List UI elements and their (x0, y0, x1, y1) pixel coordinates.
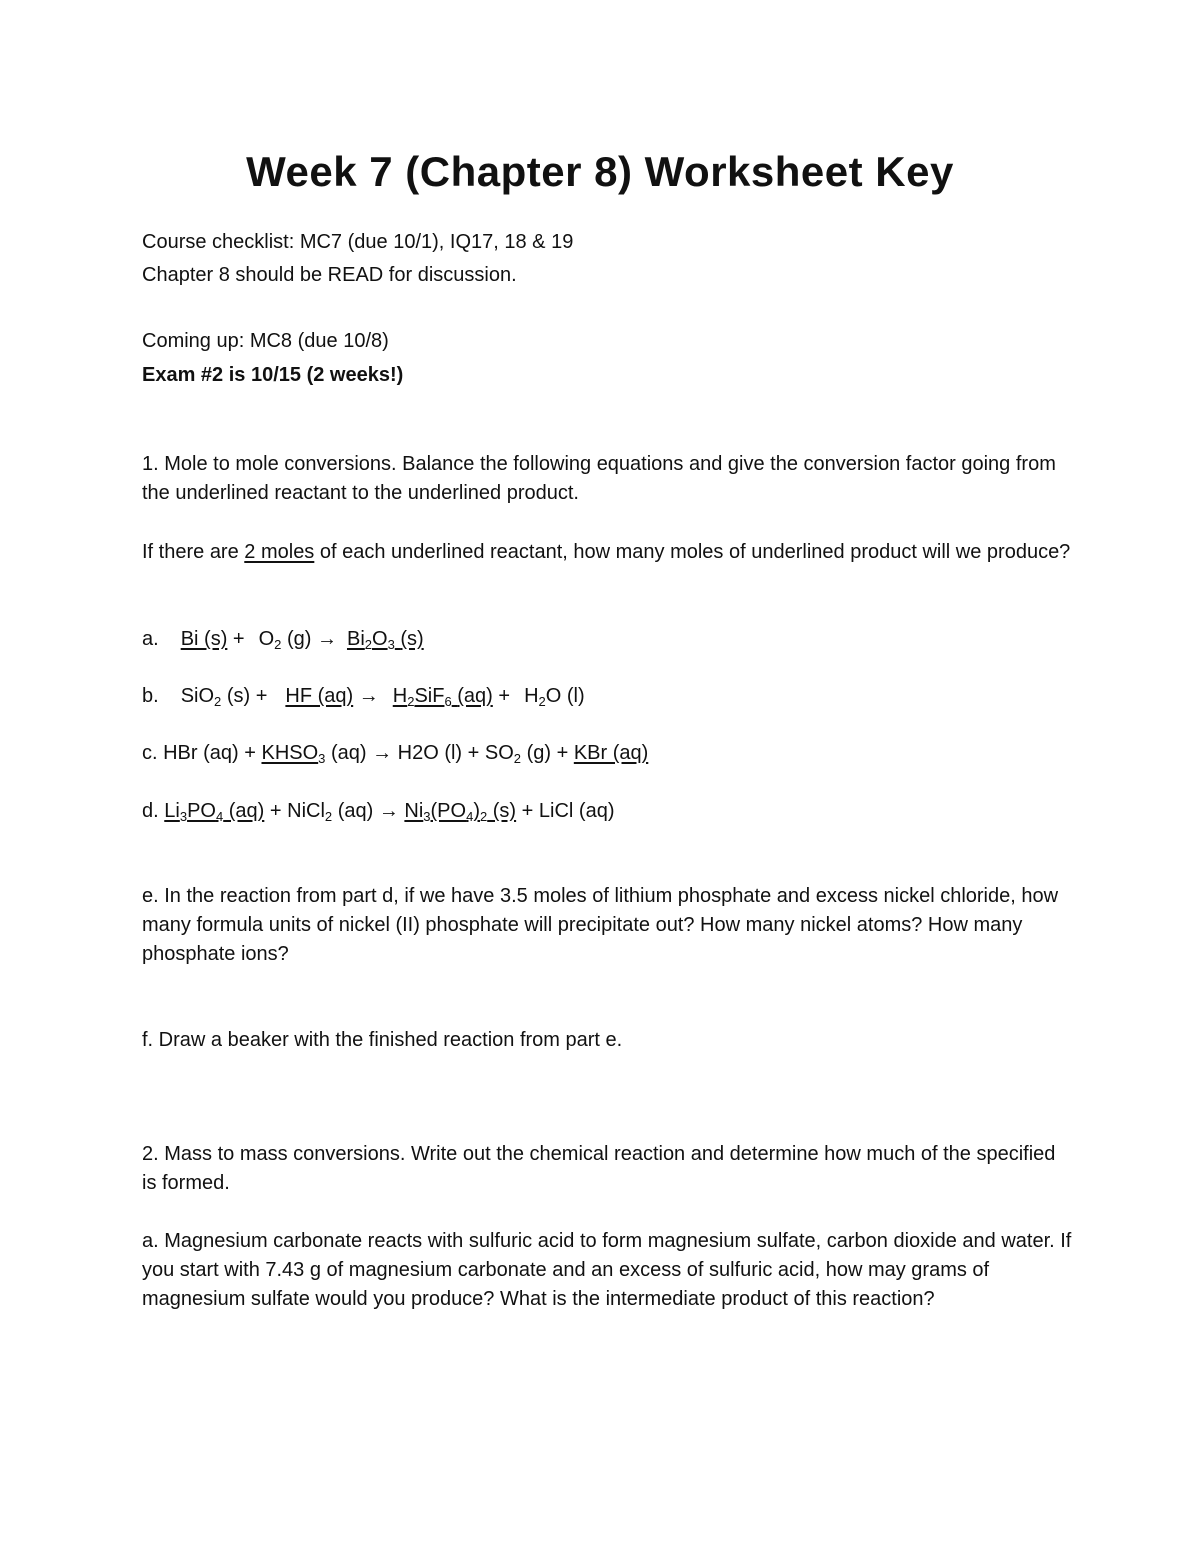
eq-a-oxygen: $O_2$ (g) (258, 628, 312, 652)
eq-b-label: b. (142, 685, 159, 707)
eq-a-arrow: → (316, 628, 337, 650)
eq-b-arrow: → (358, 685, 379, 707)
q2-intro: 2. Mass to mass conversions. Write out the chemical reaction and determine how much of the specified is formed. (142, 1143, 1056, 1194)
q1-prompt (142, 538, 1072, 567)
q1-prompt-pre: If there are (142, 541, 245, 563)
eq-d-reactant: $Li_3PO_4$ (aq) (164, 800, 265, 824)
eq-d-label: d. (142, 800, 165, 822)
eq-b-product: $H_2SiF_6$ (aq) (392, 685, 493, 709)
q1-prompt-underlined: 2 moles (244, 541, 315, 563)
q2-part-a: a. Magnesium carbonate reacts with sulfuric acid to form magnesium sulfate, carbon dioxide and water. If you start with 7.43 g of magnesium carbonate and an excess of sulfuric acid, how may grams of magnesium sulfate would you produce? What is the intermediate product of this reaction? (142, 1230, 1072, 1310)
q1-intro: 1. Mole to mole conversions. Balance the following equations and give the conversion factor going from the underlined reactant to the underlined product. (142, 453, 1056, 504)
q1-part-f: f. Draw a beaker with the finished reaction from part e. (142, 1029, 623, 1051)
page-title: Week 7 (Chapter 8) Worksheet Key (246, 148, 954, 195)
eq-b-plus: + (498, 685, 511, 707)
q1-prompt-post: of each underlined reactant, how many moles of underlined product will we produce? (314, 541, 1071, 563)
eq-d-product: $Ni_3(PO_4)_2$ (s) (404, 800, 517, 824)
eq-a-product: $Bi_2O_3$ (s) (346, 628, 424, 652)
eq-c-reactant: $KHSO_3$ (261, 742, 326, 766)
eq-c-label: c. HBr (aq) + (142, 742, 262, 764)
equation-c (142, 739, 1072, 768)
equation-d (142, 797, 1072, 826)
eq-a-reactant: Bi (s) (180, 628, 228, 650)
eq-d-end: + LiCl (aq) (516, 800, 615, 822)
exam-date: Exam #2 is 10/15 (2 weeks!) (142, 364, 404, 386)
eq-d-middle: + NiCl$_2$ (aq) → (264, 800, 405, 824)
eq-a-label: a. (142, 628, 159, 650)
equation-a (142, 625, 1072, 654)
eq-b-sio2: SiO$_2$ (s) + (180, 685, 268, 709)
q1-part-e: e. In the reaction from part d, if we have 3.5 moles of lithium phosphate and excess nickel chloride, how many formula units of nickel (II) phosphate will precipitate out? How many nickel atoms? How many phosphate ions? (142, 885, 1059, 965)
eq-a-plus: + (232, 628, 245, 650)
eq-c-product: KBr (aq) (573, 742, 649, 764)
eq-c-middle: (aq) → H2O $(l) + SO_2$ (g) + (325, 742, 574, 766)
equation-b (142, 682, 1072, 711)
eq-b-reactant: HF (aq) (285, 685, 354, 707)
course-checklist: Course checklist: MC7 (due 10/1), IQ17, 18 & 19 (142, 231, 574, 253)
eq-b-water: $H_2O$ (l) (524, 685, 585, 709)
read-note: Chapter 8 should be READ for discussion. (142, 264, 517, 286)
coming-up: Coming up: MC8 (due 10/8) (142, 330, 389, 352)
